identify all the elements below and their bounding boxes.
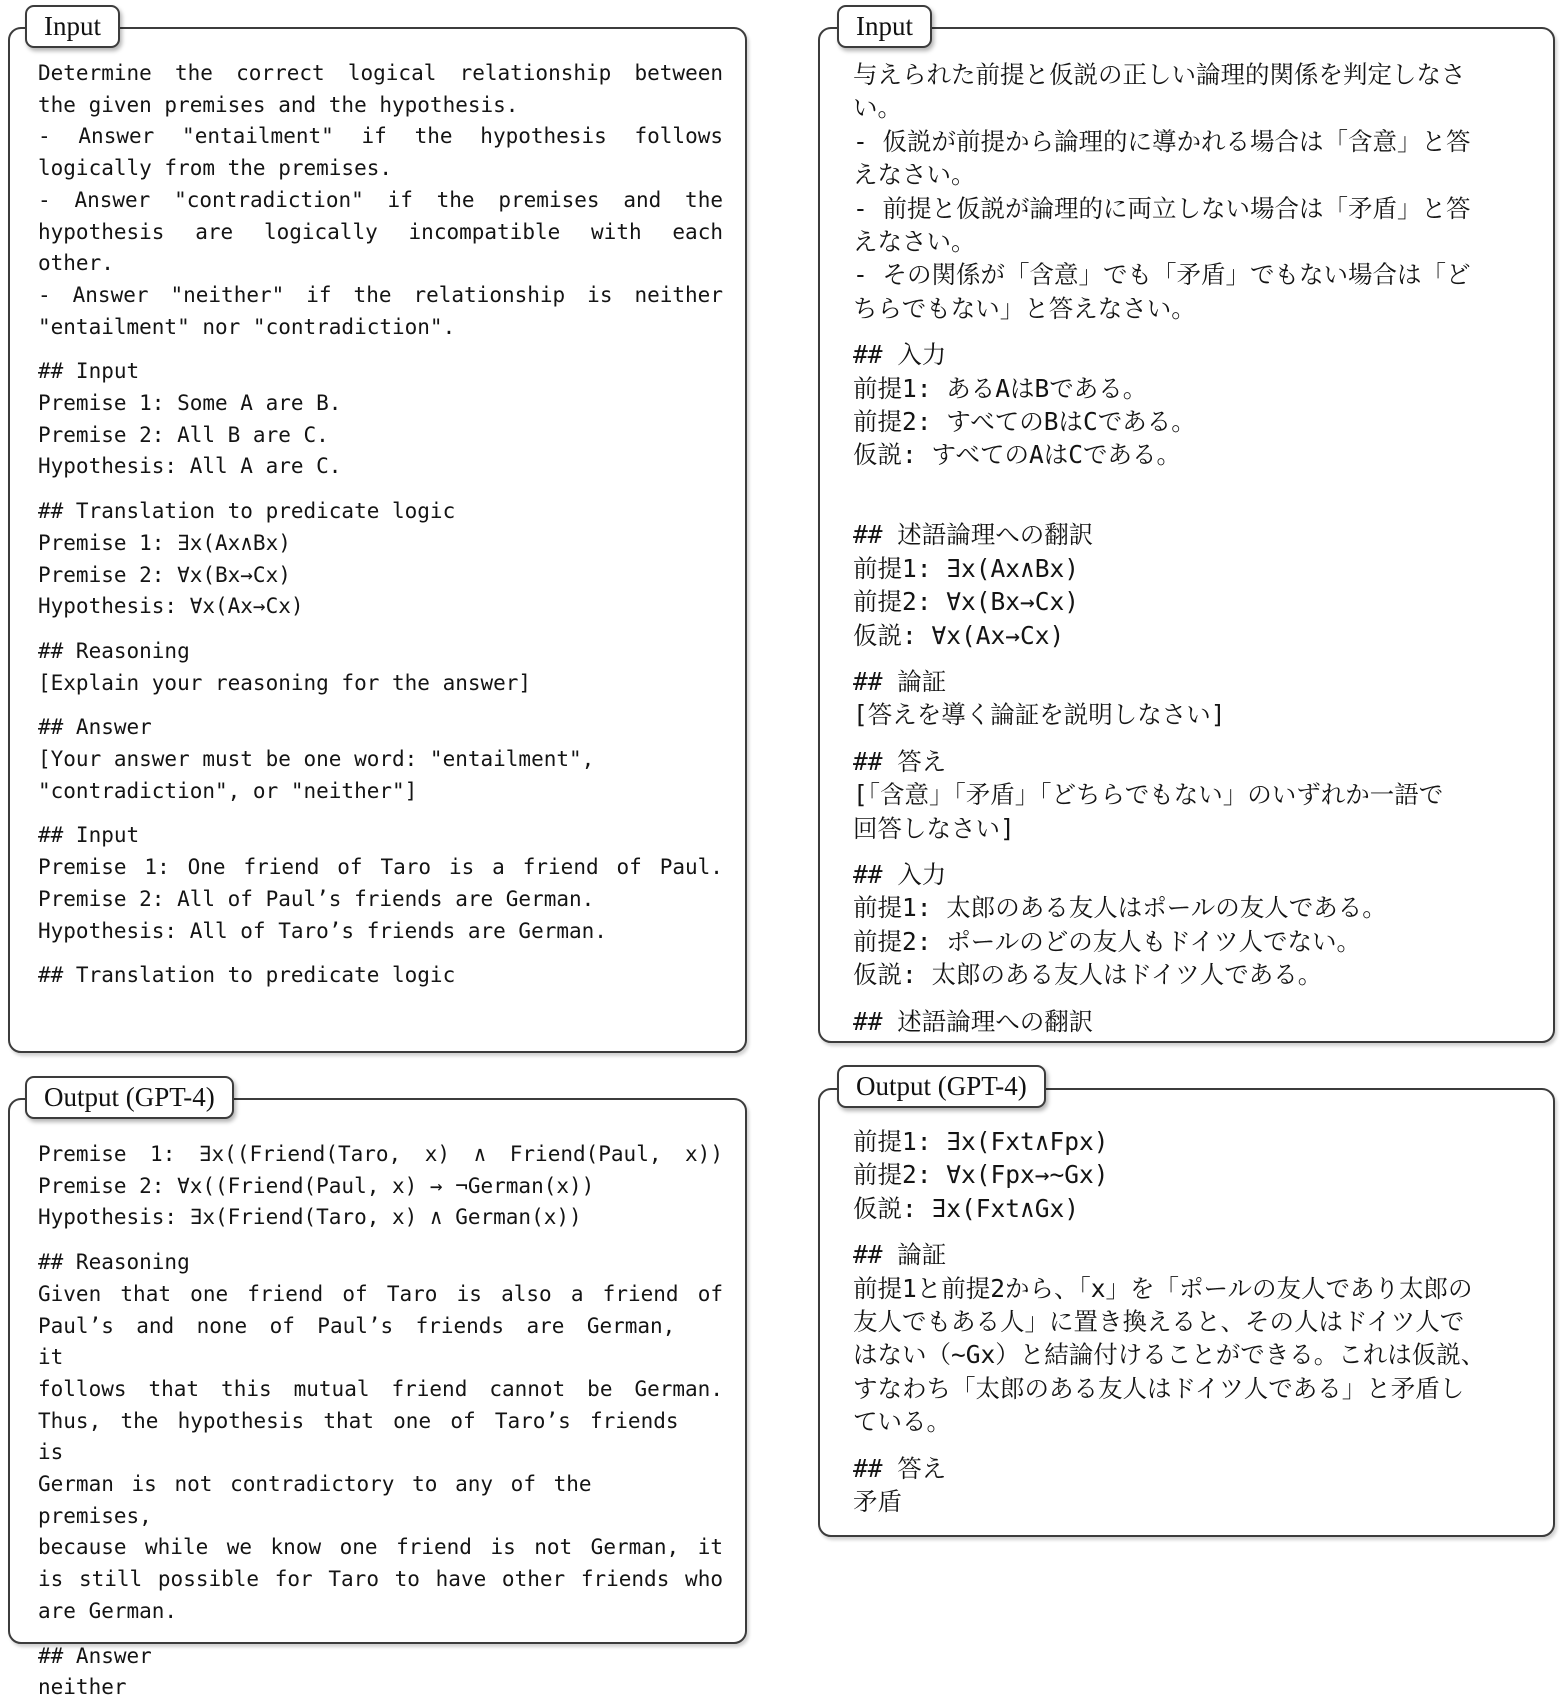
input-tab xyxy=(837,5,932,48)
text-line: - Answer "neither" if the relationship is neither xyxy=(38,282,723,307)
text-block xyxy=(853,665,1533,732)
text-line: 仮説: すべてのAはCである。 xyxy=(853,440,1182,470)
panel-frame xyxy=(818,27,1555,1043)
text-line: 与えられた前提と仮説の正しい論理的関係を判定しなさ xyxy=(853,60,1466,89)
text-line: Determine the correct logical relationship between xyxy=(38,61,724,85)
tab-text: Output (GPT-4) xyxy=(44,1082,215,1112)
text-line: ## Answer xyxy=(38,715,152,740)
text-line: German is not contradictory to any of the premises, xyxy=(38,1472,610,1528)
text-line: Premise 1: Some A are B. xyxy=(38,391,342,416)
text-line: Hypothesis: ∀x(Ax→Cx) xyxy=(38,594,304,619)
text-line: 前提1: ∃x(Fxt∧Fpx) xyxy=(853,1127,1109,1156)
text-line: 前提1: ∃x(Ax∧Bx) xyxy=(853,553,1080,583)
text-line: follows that this mutual friend cannot be German. xyxy=(38,1376,723,1401)
text-line: ## Translation to predicate logic xyxy=(38,963,456,988)
text-block xyxy=(38,636,723,699)
text-line: ## 論証 xyxy=(853,666,947,696)
text-line: ている。 xyxy=(853,1407,951,1437)
text-line: ## Translation to predicate logic xyxy=(38,499,456,524)
text-line: [Your answer must be one word: "entailment", xyxy=(38,747,595,772)
text-block xyxy=(853,58,1533,325)
text-line: Given that one friend of Taro is also a friend of xyxy=(38,1281,724,1306)
text-block xyxy=(853,1452,1533,1519)
text-block xyxy=(38,496,723,623)
text-line: - Answer "contradiction" if the premises and the xyxy=(38,187,723,212)
text-block xyxy=(853,1125,1533,1225)
text-line: neither xyxy=(38,1675,127,1700)
text-block xyxy=(38,1247,723,1627)
text-block xyxy=(853,338,1533,505)
text-line: ## 論証 xyxy=(853,1240,947,1270)
text-line: えなさい。 xyxy=(853,227,976,257)
text-line: Premise 2: ∀x((Friend(Paul, x) → ¬German(x)) xyxy=(38,1173,595,1198)
text-line: 前提1: あるAはBである。 xyxy=(853,373,1148,403)
text-line: Premise 1: One friend of Taro is a friend of Paul. xyxy=(38,855,723,880)
text-line: 前提1と前提2から、「x」を「ポールの友人であり太郎の xyxy=(853,1273,1473,1303)
tab-text: Input xyxy=(44,11,101,41)
text-block xyxy=(38,1139,723,1234)
panel-frame xyxy=(818,1088,1555,1537)
text-line: is still possible for Taro to have other friends who xyxy=(38,1567,723,1592)
text-block xyxy=(853,1005,1533,1038)
text-line: Hypothesis: All A are C. xyxy=(38,454,342,479)
text-line: 仮説: ∃x(Fxt∧Gx) xyxy=(853,1193,1080,1223)
text-block xyxy=(38,820,723,947)
panel-frame xyxy=(8,27,747,1053)
text-block xyxy=(38,1641,723,1704)
text-line: ## Answer xyxy=(38,1643,152,1668)
text-line: Paul’s and none of Paul’s friends are German, it xyxy=(38,1313,698,1370)
text-line: 前提2: すべてのBはCである。 xyxy=(853,407,1196,437)
output-gpt4-tab xyxy=(25,1076,234,1119)
text-line xyxy=(853,472,1533,505)
text-line: い。 xyxy=(853,93,902,123)
text-block xyxy=(853,858,1533,992)
text-block xyxy=(38,356,723,483)
text-line: ## 答え xyxy=(853,746,947,776)
text-line: - 仮説が前提から論理的に導かれる場合は「含意」と答 xyxy=(853,126,1471,156)
text-line: Premise 1: ∃x(Ax∧Bx) xyxy=(38,530,291,555)
text-block xyxy=(853,518,1533,652)
text-line: Premise 2: All B are C. xyxy=(38,422,329,447)
text-line: Thus, the hypothesis that one of Taro’s friends is xyxy=(38,1408,698,1465)
text-line: えなさい。 xyxy=(853,160,976,190)
text-line: [「含意」「矛盾」「どちらでもない」のいずれか一語で xyxy=(853,780,1444,810)
text-line: ## 答え xyxy=(853,1453,947,1483)
text-line: Premise 2: All of Paul’s friends are German. xyxy=(38,886,595,911)
text-line: "entailment" nor "contradiction". xyxy=(38,314,456,339)
panel-body xyxy=(10,1100,745,1700)
text-line: hypothesis are logically incompatible with each xyxy=(38,219,723,244)
text-line: ## 入力 xyxy=(853,340,947,370)
text-line: Hypothesis: All of Taro’s friends are German. xyxy=(38,918,607,943)
text-line: because while we know one friend is not German, it xyxy=(38,1535,723,1560)
text-line: ## Reasoning xyxy=(38,638,190,663)
text-line: [Explain your reasoning for the answer] xyxy=(38,670,532,695)
text-line: ## 述語論理への翻訳 xyxy=(853,1006,1094,1036)
text-block xyxy=(38,960,723,992)
text-line: ## Reasoning xyxy=(38,1250,190,1275)
text-line: [答えを導く論証を説明しなさい] xyxy=(853,700,1226,730)
text-line: "contradiction", or "neither"] xyxy=(38,778,418,803)
text-block xyxy=(853,745,1533,845)
text-line: ## Input xyxy=(38,823,140,848)
text-line: Hypothesis: ∃x(Friend(Taro, x) ∧ German(x)) xyxy=(38,1205,582,1230)
text-line: 前提2: ポールのどの友人もドイツ人でない。 xyxy=(853,926,1362,956)
output-gpt4-tab xyxy=(837,1065,1046,1108)
text-line: 友人でもある人」に置き換えると、その人はドイツ人で xyxy=(853,1307,1465,1337)
text-line: ## 述語論理への翻訳 xyxy=(853,520,1094,550)
text-line: はない（~Gx）と結論付けることができる。これは仮説、 xyxy=(853,1340,1486,1370)
text-block xyxy=(38,58,723,343)
text-line: 前提2: ∀x(Bx→Cx) xyxy=(853,587,1080,617)
text-line: 前提1: 太郎のある友人はポールの友人である。 xyxy=(853,893,1387,923)
text-line: the given premises and the hypothesis. xyxy=(38,92,519,117)
text-line: other. xyxy=(38,251,114,276)
text-line: - 前提と仮説が論理的に両立しない場合は「矛盾」と答 xyxy=(853,193,1471,223)
text-line: 矛盾 xyxy=(853,1487,902,1517)
text-line: Premise 2: ∀x(Bx→Cx) xyxy=(38,562,291,587)
text-line: 仮説: 太郎のある友人はドイツ人である。 xyxy=(853,960,1323,990)
text-line: すなわち「太郎のある友人はドイツ人である」と矛盾し xyxy=(853,1373,1465,1403)
text-line: 回答しなさい] xyxy=(853,813,1015,843)
text-block xyxy=(38,712,723,807)
text-line: 前提2: ∀x(Fpx→~Gx) xyxy=(853,1160,1109,1190)
text-line: - その関係が「含意」でも「矛盾」でもない場合は「ど xyxy=(853,260,1471,290)
panel-body xyxy=(10,29,745,1051)
text-block xyxy=(853,1238,1533,1438)
text-line: 仮説: ∀x(Ax→Cx) xyxy=(853,620,1065,650)
text-line: - Answer "entailment" if the hypothesis follows xyxy=(38,124,724,149)
text-line: ## Input xyxy=(38,359,140,384)
text-line: ちらでもない」と答えなさい。 xyxy=(853,293,1196,323)
panel-body xyxy=(820,29,1553,1041)
panel-body xyxy=(820,1090,1553,1535)
tab-text: Input xyxy=(856,11,913,41)
text-line: Premise 1: ∃x((Friend(Taro, x) ∧ Friend(Paul, x)) xyxy=(38,1142,723,1166)
text-line: ## 入力 xyxy=(853,859,947,889)
tab-text: Output (GPT-4) xyxy=(856,1071,1027,1101)
text-line: are German. xyxy=(38,1598,178,1623)
text-line: logically from the premises. xyxy=(38,156,393,181)
input-tab xyxy=(25,5,120,48)
panel-frame xyxy=(8,1098,747,1700)
